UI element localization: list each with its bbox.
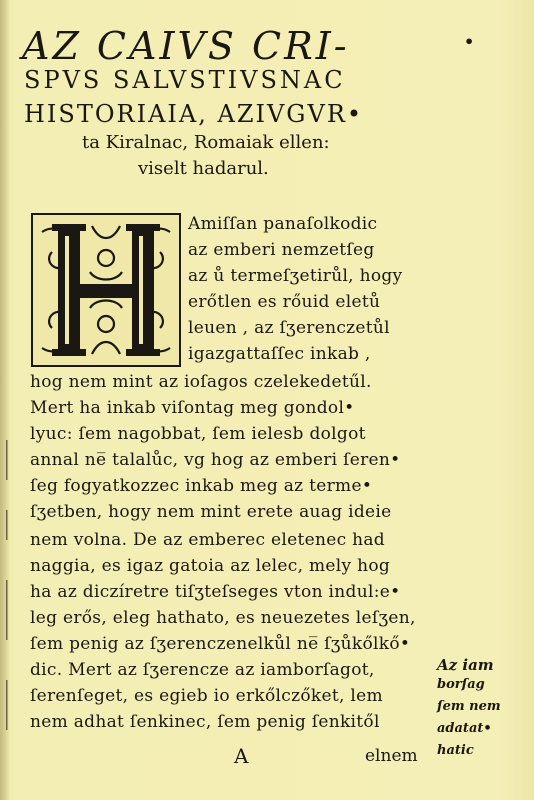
body-line: ſeg fogyatkozzec inkab meg az terme• (30, 476, 373, 496)
body-line: hog nem mint az ioſagos czelekedetűl. (30, 372, 372, 392)
body-line: az ů termeſʒetirůl, hogy (188, 266, 403, 286)
body-line: ſem penig az ſʒerenczenelkůl ne̅ ſʒůkőlkő• (30, 634, 411, 654)
body-line: naggia, es igaz gatoia az lelec, mely hog (30, 556, 391, 576)
margin-note: adatat• (437, 721, 492, 736)
title-line-3: HISTORIAIA, AZIVGVR• (24, 100, 364, 128)
line-end-word: elnem (365, 746, 418, 766)
body-line: leuen , az ſʒerenczetůl (188, 318, 390, 338)
body-line: dic. Mert az ſʒerencze az iamborſagot, (30, 660, 375, 680)
title-line-1: AZ CAIVS CRI- (22, 24, 350, 68)
decorated-initial-h (30, 212, 182, 368)
body-line: igazgattaſſec inkab , (188, 344, 371, 364)
body-line: erőtlen es rőuid eletů (188, 292, 381, 312)
body-line: nem volna. De az emberec eletenec had (30, 530, 385, 550)
body-line: leg erős, eleg hathato, es neuezetes leſʒen, (30, 608, 416, 628)
body-line: Mert ha inkab viſontag meg gondol• (30, 398, 355, 418)
catchword: A (234, 744, 249, 768)
margin-note: Az iam (437, 656, 494, 674)
margin-note: hatic (437, 743, 474, 758)
body-line: annal ne̅ talalůc, vg hog az emberi ſeren• (30, 450, 401, 470)
title-line-4: ta Kiralnac, Romaiak ellen: (82, 132, 330, 153)
body-line: nem adhat ſenkinec, ſem penig ſenkitől (30, 712, 380, 732)
corner-mark: • (464, 32, 475, 51)
body-line: ſerenſeget, es egieb io erkőlczőket, lem (30, 686, 383, 706)
body-line: Amiſſan panaſolkodic (188, 214, 378, 234)
margin-note: borſag (437, 677, 485, 692)
title-line-2: SPVS SALVSTIVSNAC (24, 66, 346, 94)
body-line: ha az diczíretre tiſʒteſseges vton indul:e• (30, 582, 401, 602)
title-line-5: viselt hadarul. (138, 158, 269, 179)
body-line: lyuc: ſem nagobbat, ſem ielesb dolgot (30, 424, 366, 444)
body-line: ſʒetben, hogy nem mint erete auag ideie (30, 502, 392, 522)
body-line: az emberi nemzetſeg (188, 240, 375, 260)
margin-note: ſem nem (437, 699, 501, 714)
page-edge-marks (6, 440, 10, 740)
